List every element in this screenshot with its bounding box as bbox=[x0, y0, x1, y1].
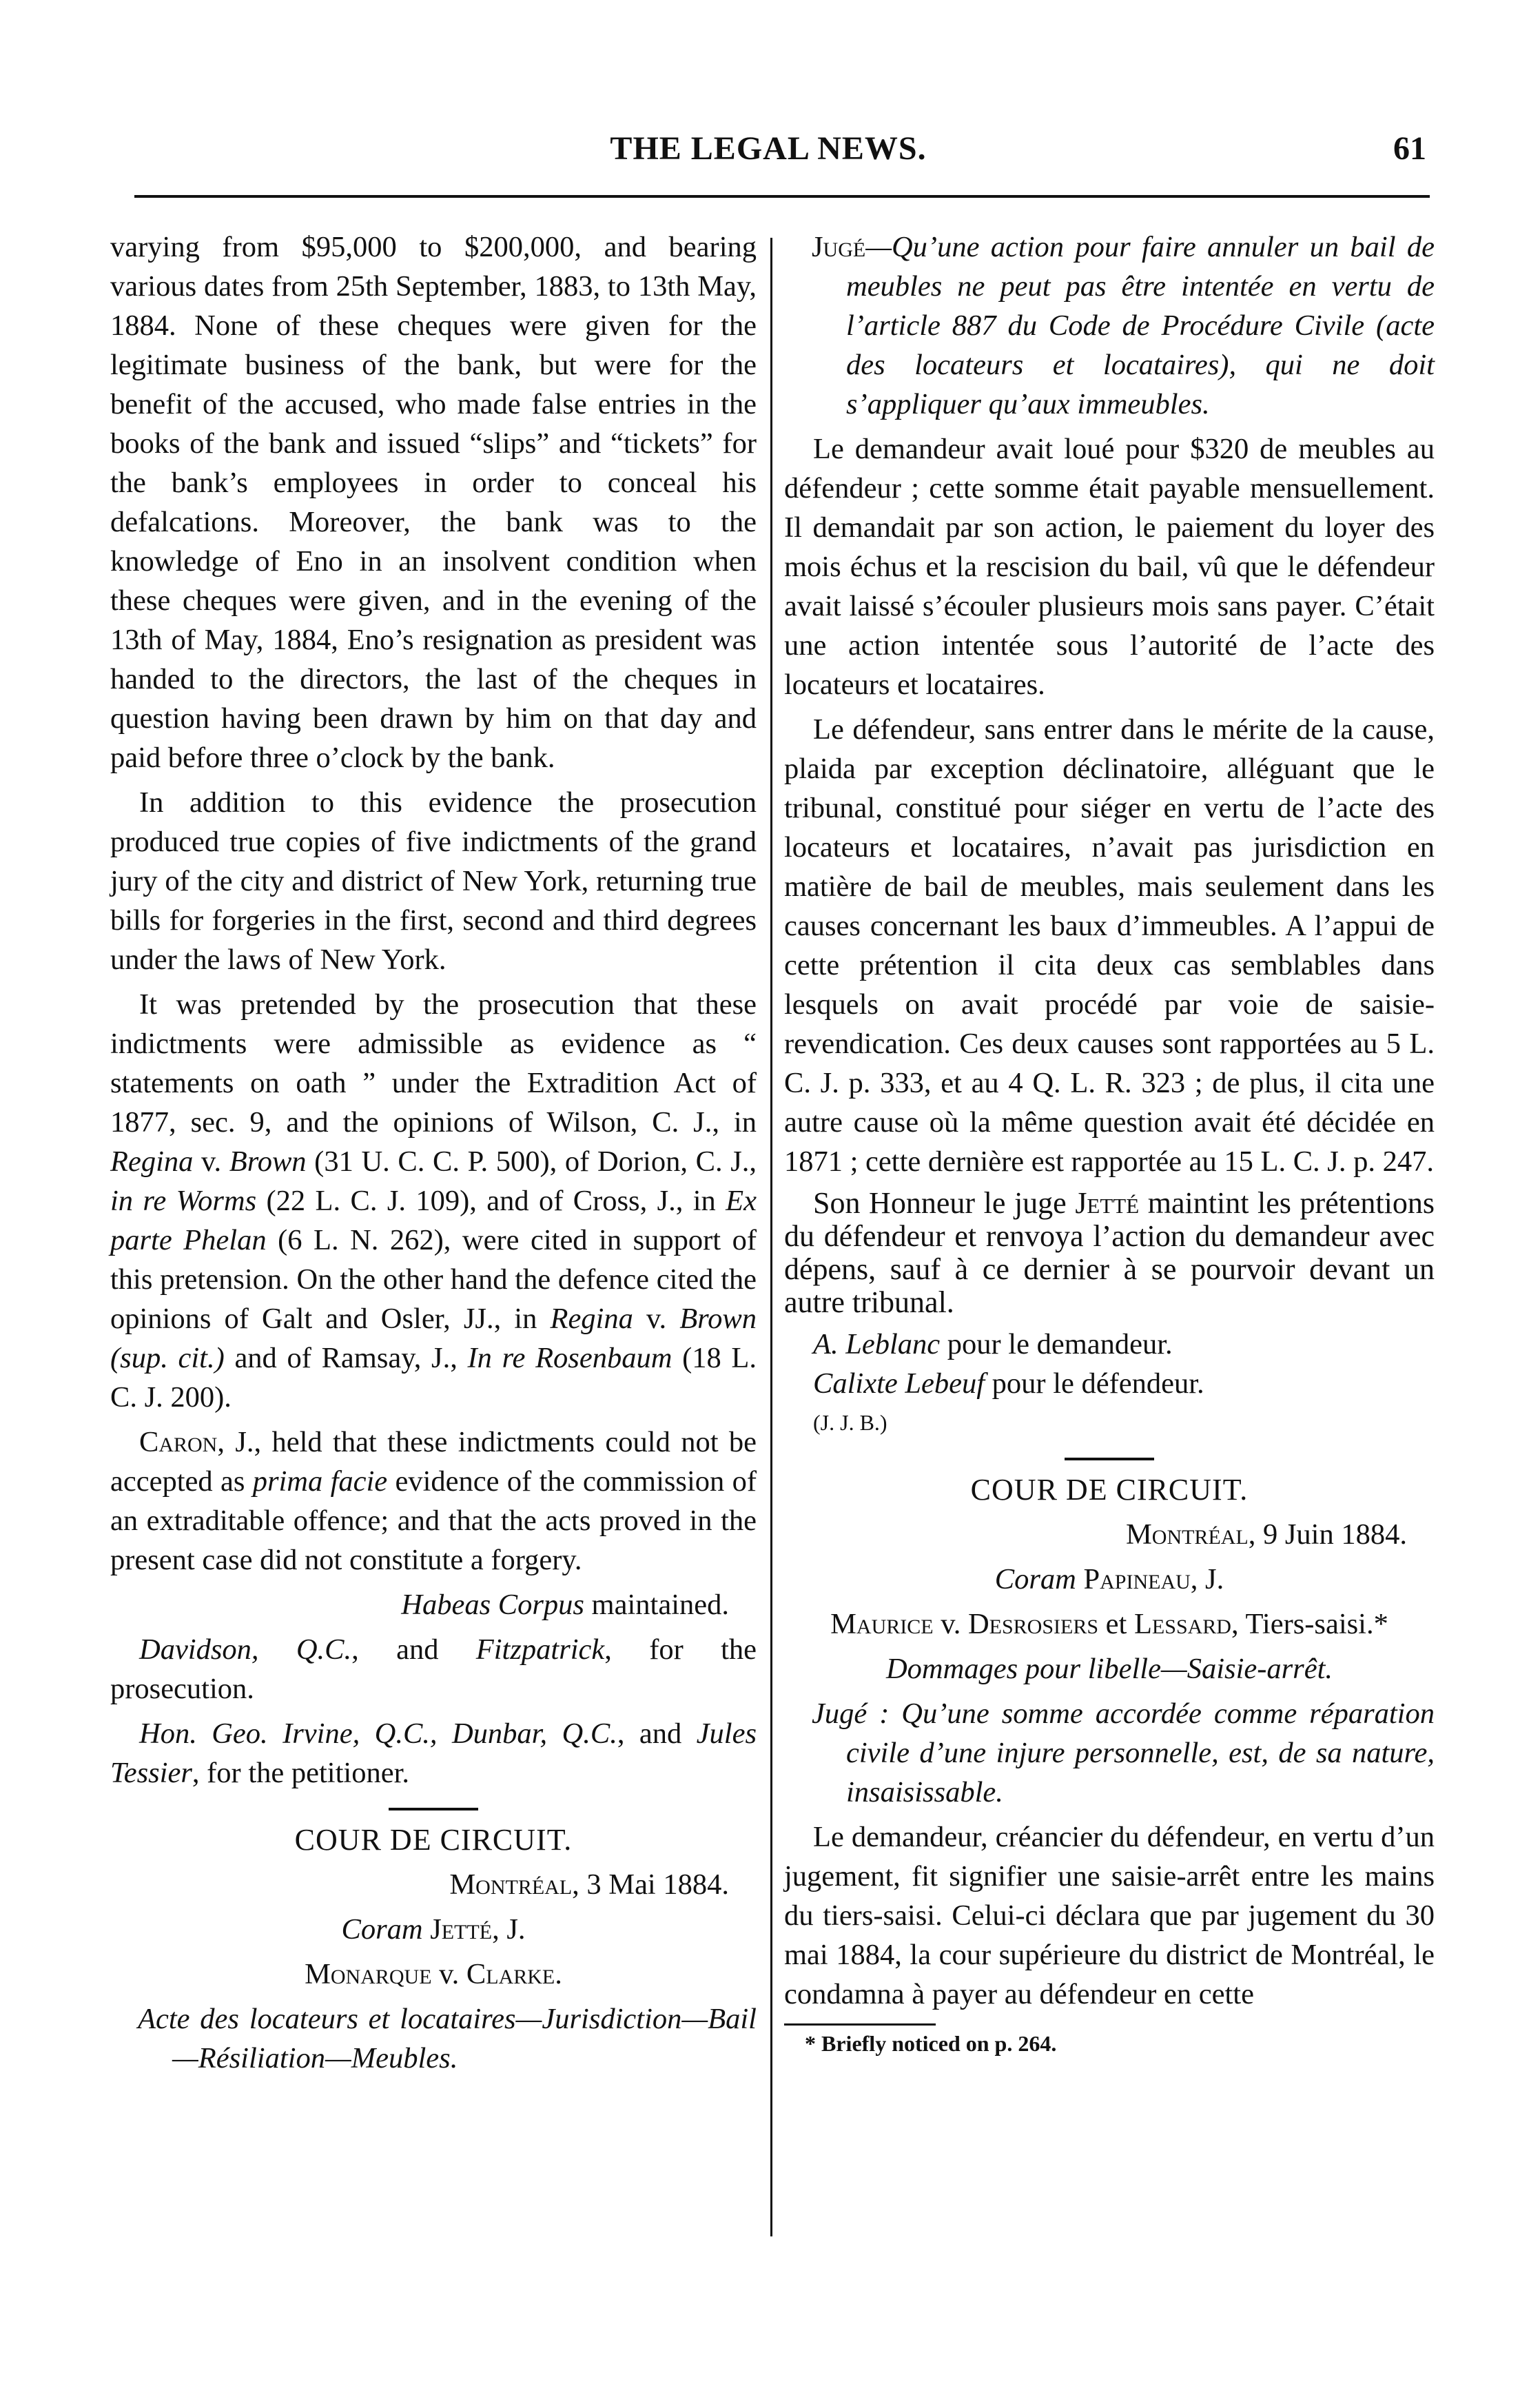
footnote-rule bbox=[784, 2023, 936, 2026]
paragraph: In addition to this evidence the prosecution produced true copies of five indictments of the grand jury of the city and district of New York, returning true bills for forgeries in the first, second and third degrees under the laws of New York. bbox=[110, 786, 757, 976]
section-rule bbox=[1065, 1458, 1154, 1460]
court-title: COUR DE CIRCUIT. bbox=[970, 1473, 1249, 1507]
case-name: Maurice v. Desrosiers et Lessard, Tiers-saisi.* bbox=[830, 1608, 1388, 1640]
case-name: Monarque v. Clarke. bbox=[305, 1958, 562, 1990]
headnote: Acte des locateurs et locataires—Jurisdiction—Bail—Résiliation—Meubles. bbox=[138, 2003, 757, 2074]
right-column bbox=[784, 227, 1435, 2057]
counsel-line: A. Leblanc pour le demandeur. bbox=[813, 1328, 1173, 1360]
paragraph: Le demandeur, créancier du défendeur, en vertu d’un jugement, fit signifier une saisie-arrêt entre les mains du tiers-saisi. Celui-ci déclara que par jugement du 30 mai 1884, la cour supérieure du district de Montréal, le condamna à payer au défendeur en cette bbox=[784, 1821, 1435, 2010]
counsel-line: Davidson, Q.C., and Fitzpatrick, for the prosecution. bbox=[110, 1633, 757, 1705]
paragraph: varying from $95,000 to $200,000, and bearing various dates from 25th September, 1883, to 13th May, 1884. None of these cheques were given for the legitimate business of the bank, but were for the benefit of the accused, who made false entries in the books of the bank and issued “slips” and “tickets” for the bank’s employees in order to conceal his defalcations. Moreover, the bank was to the knowledge of Eno in an insolvent condition when these cheques were given, and in the evening of the 13th of May, 1884, Eno’s resignation as president was handed to the directors, the last of the cheques in question having been drawn by him on that day and paid before three o’clock by the bank. bbox=[110, 231, 757, 774]
page-header bbox=[110, 124, 1426, 179]
initials: (J. J. B.) bbox=[813, 1410, 887, 1435]
place-date: Montréal, 3 Mai 1884. bbox=[449, 1868, 729, 1901]
paragraph: Caron, J., held that these indictments could not be accepted as prima facie evidence of the commission of an extraditable offence; and that the acts proved in the present case did not constitute a forgery. bbox=[110, 1426, 757, 1576]
coram: Coram Papineau, J. bbox=[994, 1563, 1224, 1595]
paragraph: It was pretended by the prosecution that these indictments were admissible as evidence as “ statements on oath ” under the Extradition Act of 1877, sec. 9, and the opinions of Wilson, C. J., in Regina v. Brown (31 U. C. C. P. 500), of Dorion, C. J., in re Worms (22 L. C. J. 109), and of Cross, J., in Ex parte Phelan (6 L. N. 262), were cited in support of this pretension. On the other hand the defence cited the opinions of Galt and Osler, JJ., in Regina v. Brown (sup. cit.) and of Ramsay, J., In re Rosenbaum (18 L. C. J. 200). bbox=[110, 988, 757, 1414]
running-title: THE LEGAL NEWS. bbox=[610, 130, 927, 167]
column-divider bbox=[770, 238, 772, 2236]
section-rule bbox=[389, 1808, 478, 1810]
court-title: COUR DE CIRCUIT. bbox=[294, 1823, 573, 1857]
place-date: Montréal, 9 Juin 1884. bbox=[1125, 1518, 1407, 1551]
coram: Coram Jetté, J. bbox=[341, 1913, 526, 1946]
holding: Jugé : Qu’une somme accordée comme réparation civile d’une injure personnelle, est, de sa nature, insaisissable. bbox=[812, 1697, 1435, 1808]
counsel-line: Calixte Lebeuf pour le défendeur. bbox=[813, 1367, 1204, 1400]
footnote: * Briefly noticed on p. 264. bbox=[805, 2031, 1057, 2056]
paragraph: Le défendeur, sans entrer dans le mérite de la cause, plaida par exception déclinatoire, alléguant que le tribunal, constitué pour siéger en vertu de l’acte des locateurs et locataires, n’avait pas jurisdiction en matière de bail de meubles, mais seulement dans les causes concernant les baux d’immeubles. A l’appui de cette prétention il cita deux cas semblables dans lesquels on avait procédé par voie de saisie-revendication. Ces deux causes sont rapportées au 5 L. C. J. p. 333, et au 4 Q. L. R. 323 ; de plus, il cita une autre cause où la même question avait été décidée en 1871 ; cette dernière est rapportée au 15 L. C. J. p. 247. bbox=[784, 713, 1435, 1178]
paragraph: Son Honneur le juge Jetté maintint les prétentions du défendeur et renvoya l’action du demandeur avec dépens, sauf à ce dernier à se pourvoir devant un autre tribunal. bbox=[784, 1186, 1435, 1319]
page-number: 61 bbox=[1393, 130, 1426, 167]
holding: Jugé—Qu’une action pour faire annuler un bail de meubles ne peut pas être intentée en vertu de l’article 887 du Code de Procédure Civile (acte des locateurs et locataires), qui ne doit s’appliquer qu’aux immeubles. bbox=[812, 231, 1435, 420]
headnote: Dommages pour libelle—Saisie-arrêt. bbox=[885, 1653, 1333, 1685]
counsel-line: Hon. Geo. Irvine, Q.C., Dunbar, Q.C., and Jules Tessier, for the petitioner. bbox=[110, 1717, 757, 1789]
left-column bbox=[110, 227, 757, 2083]
header-rule bbox=[134, 195, 1430, 198]
habeas-line: Habeas Corpus maintained. bbox=[401, 1589, 729, 1621]
paragraph: Le demandeur avait loué pour $320 de meubles au défendeur ; cette somme était payable mensuellement. Il demandait par son action, le paiement du loyer des mois échus et la rescision du bail, vû que le défendeur avait laissé s’écouler plusieurs mois sans payer. C’était une action intentée sous l’autorité de l’acte des locateurs et locataires. bbox=[784, 433, 1435, 701]
